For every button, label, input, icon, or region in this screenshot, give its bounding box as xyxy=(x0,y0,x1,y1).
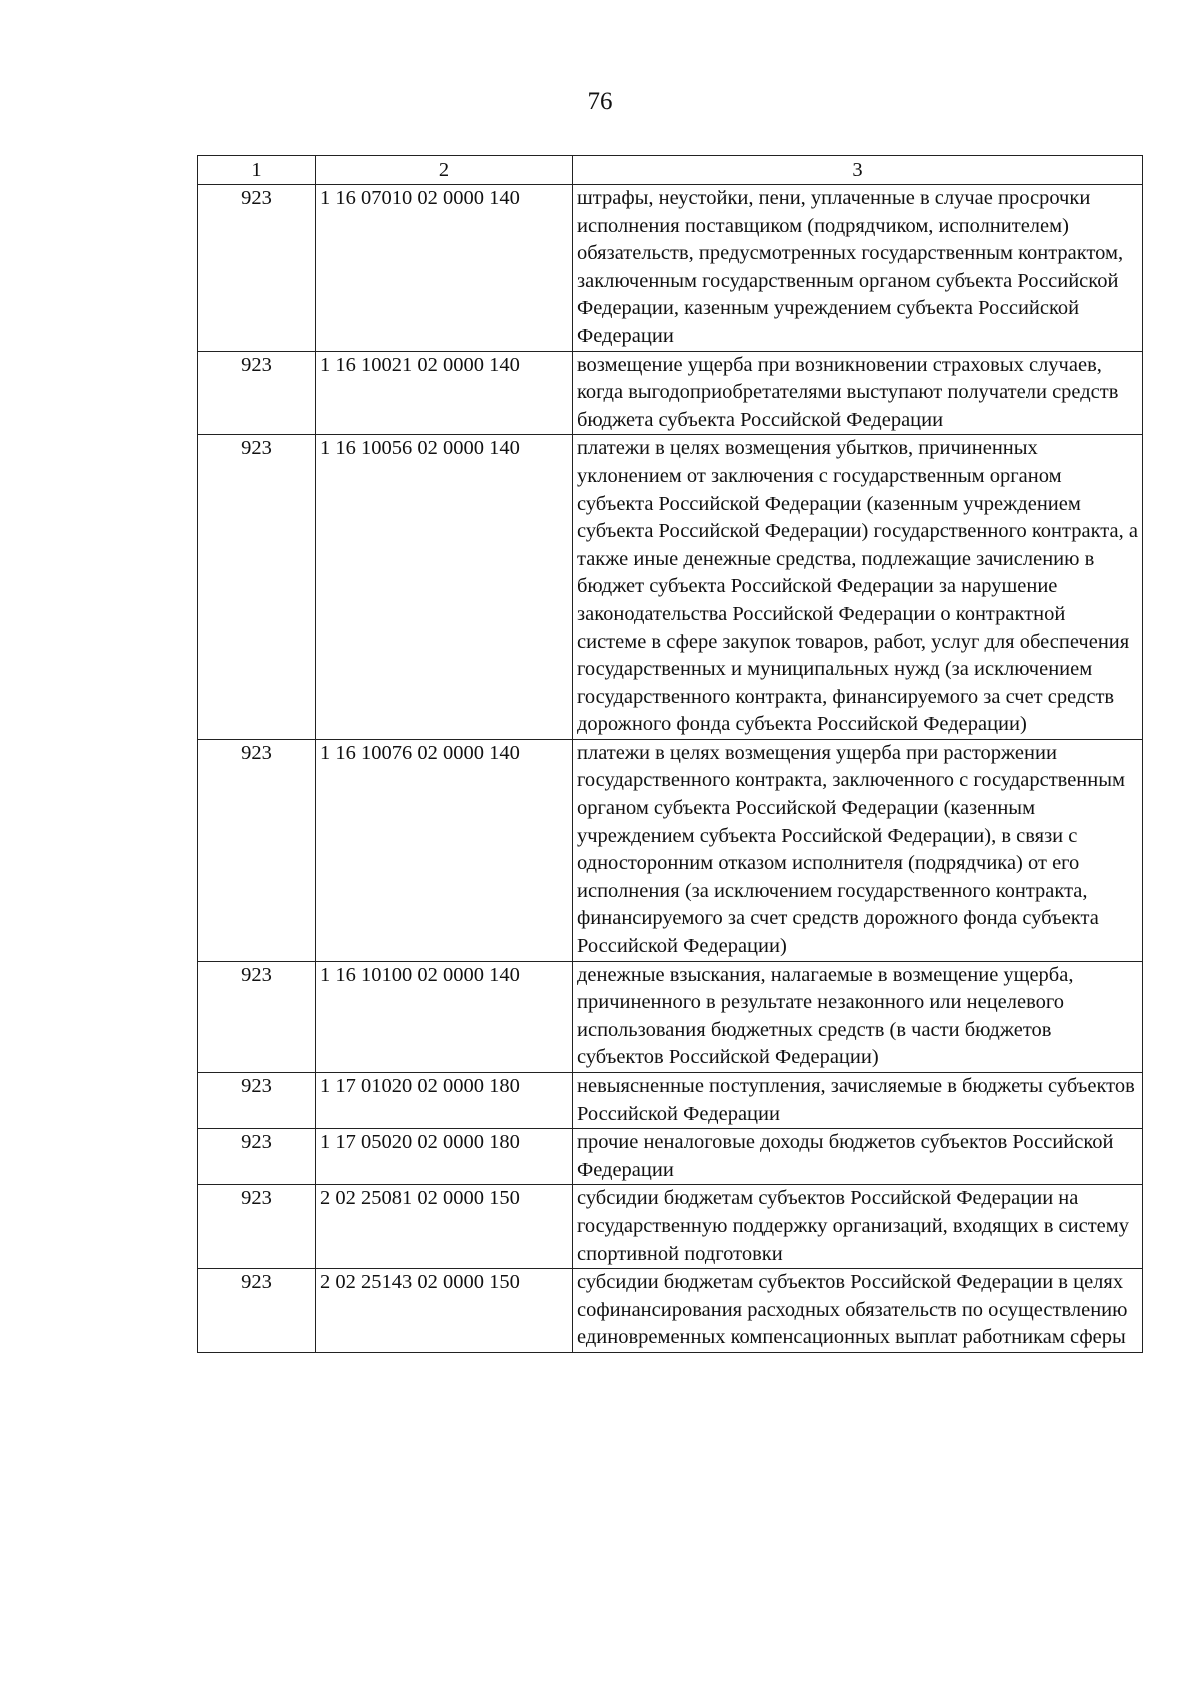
admin-code-cell: 923 xyxy=(198,435,316,740)
description-cell: прочие неналоговые доходы бюджетов субъектов Российской Федерации xyxy=(573,1129,1143,1185)
description-cell: штрафы, неустойки, пени, уплаченные в случае просрочки исполнения поставщиком (подрядчиком, исполнителем) обязательств, предусмотренных государственным контрактом, заключенным государственным органом субъекта Российской Федерации, казенным учреждением субъекта Российской Федерации xyxy=(573,185,1143,352)
classification-code-cell: 2 02 25081 02 0000 150 xyxy=(316,1185,573,1269)
classification-code-cell: 1 16 10100 02 0000 140 xyxy=(316,961,573,1072)
classification-code-cell: 1 17 01020 02 0000 180 xyxy=(316,1073,573,1129)
table-row xyxy=(198,351,1143,435)
description-cell: субсидии бюджетам субъектов Российской Федерации на государственную поддержку организаций, входящих в систему спортивной подготовки xyxy=(573,1185,1143,1269)
page-number: 76 xyxy=(587,88,613,115)
description-cell: платежи в целях возмещения убытков, причиненных уклонением от заключения с государственным органом субъекта Российской Федерации (казенным учреждением субъекта Российской Федерации) государственного контракта, а также иные денежные средства, подлежащие зачислению в бюджет субъекта Российской Федерации за нарушение законодательства Российской Федерации о контрактной системе в сфере закупок товаров, работ, услуг для обеспечения государственных и муниципальных нужд (за исключением государственного контракта, финансируемого за счет средств дорожного фонда субъекта Российской Федерации) xyxy=(573,435,1143,740)
description-cell: возмещение ущерба при возникновении страховых случаев, когда выгодоприобретателями выступают получатели средств бюджета субъекта Российской Федерации xyxy=(573,351,1143,435)
column-header-3: 3 xyxy=(573,156,1143,185)
admin-code-cell: 923 xyxy=(198,739,316,961)
admin-code-cell: 923 xyxy=(198,1185,316,1269)
classification-code-cell: 1 16 10076 02 0000 140 xyxy=(316,739,573,961)
admin-code-cell: 923 xyxy=(198,351,316,435)
classification-code-cell: 2 02 25143 02 0000 150 xyxy=(316,1269,573,1353)
admin-code-cell: 923 xyxy=(198,1073,316,1129)
table-row xyxy=(198,1185,1143,1269)
table-header-row xyxy=(198,156,1143,185)
classification-code-cell: 1 16 10021 02 0000 140 xyxy=(316,351,573,435)
description-cell: субсидии бюджетам субъектов Российской Федерации в целях софинансирования расходных обязательств по осуществлению единовременных компенсационных выплат работникам сферы xyxy=(573,1269,1143,1353)
table-row xyxy=(198,185,1143,352)
admin-code-cell: 923 xyxy=(198,961,316,1072)
description-cell: невыясненные поступления, зачисляемые в бюджеты субъектов Российской Федерации xyxy=(573,1073,1143,1129)
table-row xyxy=(198,961,1143,1072)
column-header-2: 2 xyxy=(316,156,573,185)
table-row xyxy=(198,1269,1143,1353)
admin-code-cell: 923 xyxy=(198,1129,316,1185)
classification-code-cell: 1 16 07010 02 0000 140 xyxy=(316,185,573,352)
column-header-1: 1 xyxy=(198,156,316,185)
table-row xyxy=(198,1073,1143,1129)
classification-code-cell: 1 17 05020 02 0000 180 xyxy=(316,1129,573,1185)
table-row xyxy=(198,435,1143,740)
description-cell: денежные взыскания, налагаемые в возмещение ущерба, причиненного в результате незаконного или нецелевого использования бюджетных средств (в части бюджетов субъектов Российской Федерации) xyxy=(573,961,1143,1072)
classification-code-cell: 1 16 10056 02 0000 140 xyxy=(316,435,573,740)
admin-code-cell: 923 xyxy=(198,1269,316,1353)
table-row xyxy=(198,739,1143,961)
admin-code-cell: 923 xyxy=(198,185,316,352)
table-row xyxy=(198,1129,1143,1185)
description-cell: платежи в целях возмещения ущерба при расторжении государственного контракта, заключенного с государственным органом субъекта Российской Федерации (казенным учреждением субъекта Российской Федерации), в связи с односторонним отказом исполнителя (подрядчика) от его исполнения (за исключением государственного контракта, финансируемого за счет средств дорожного фонда субъекта Российской Федерации) xyxy=(573,739,1143,961)
budget-classification-table xyxy=(197,155,1143,1353)
